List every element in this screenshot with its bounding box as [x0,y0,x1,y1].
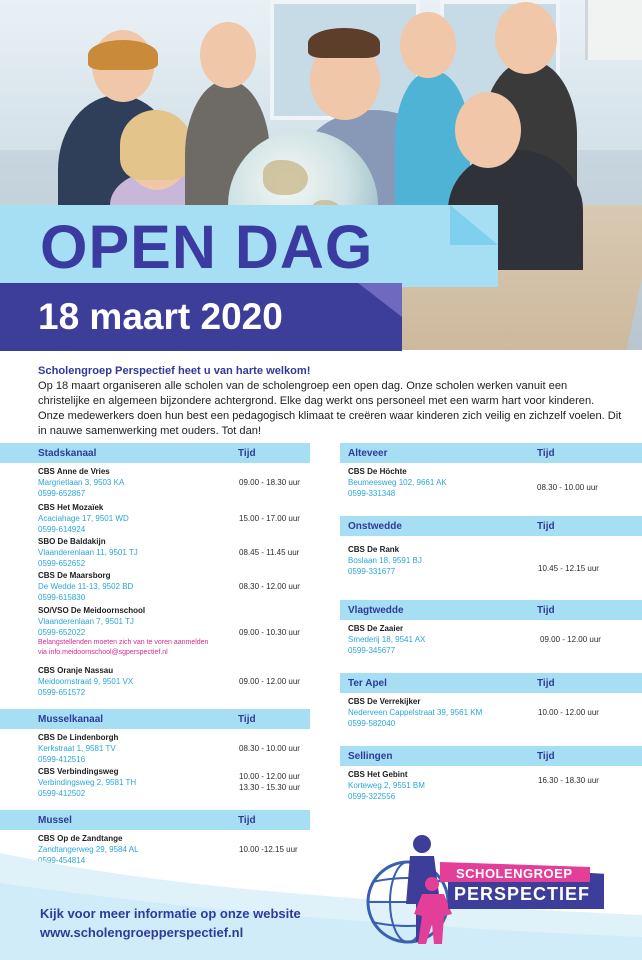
region-ter-apel [340,673,642,746]
school-entry: CBS De Höchte Beumeesweg 102, 9661 AK 0599-331348 08.30 - 10.00 uur [348,467,598,498]
region-header: Sellingen Tijd [340,746,642,766]
school-entry: CBS Het Gebint Korteweg 2, 9551 BM 0599-322556 16.30 - 18.30 uur [348,770,599,801]
event-date: 18 maart 2020 [38,296,283,337]
school-entry: CBS De Maarsborg De Wedde 11-13, 9502 BD 0599-615830 08.30 - 12.00 uur [38,571,300,602]
school-entry: CBS De Rank Boslaan 18, 9591 BJ 0599-331677 10.45 - 12.15 uur [348,545,599,576]
region-header: Onstwedde Tijd [340,516,642,536]
region-header: Musselkanaal Tijd [0,709,310,729]
region-header: Stadskanaal Tijd [0,443,310,463]
school-entry: CBS De Verrekijker Nederveen Cappelstraat 39, 9561 KM 0599-582040 10.00 - 12.00 uur [348,697,599,728]
school-entry: CBS De Zaaier Smederij 18, 9541 AX 0599-345677 09.00 - 12.00 uur [348,624,601,655]
region-header: Ter Apel Tijd [340,673,642,693]
region-header: Vlagtwedde Tijd [340,600,642,620]
footer-text [40,904,301,942]
page-title: OPEN DAG [40,213,374,281]
school-entry: CBS Anne de Vries Margrietlaan 3, 9503 KA 0599-652867 09.00 - 18.30 uur [38,467,300,498]
region-vlagtwedde [340,600,642,671]
intro-body: Op 18 maart organiseren alle scholen van de scholengroep een open dag. Onze scholen werken vanuit een christelijke en algemeen bijzondere achtergrond. Elke dag werkt ons personeel met een warm hart voor kinderen. Onze medewerkers doen hun best een pedagogisch klimaat te creëren waar kinderen zich veilig en zichzelf voelen. Dit in nauwe samenwerking met ouders. Tot dan! [38,380,622,437]
school-entry: CBS Verbindingsweg Verbindingsweg 2, 9581 TH 0599-412502 10.00 - 12.00 uur 13.30 - 15.30 uur [38,767,300,798]
region-alteveer [340,443,642,516]
school-entry: CBS Het Mozaïek Acaciahage 17, 9501 WD 0599-614924 15.00 - 17.00 uur [38,503,300,534]
region-sellingen [340,746,642,809]
registration-email[interactable]: via info.meidoornschool@sgperspectief.nl [38,649,168,656]
left-column [0,443,310,867]
region-musselkanaal [0,709,310,810]
school-entry: SBO De Baldakijn Vlaanderenlaan 11, 9501 TJ 0599-652652 08.45 - 11.45 uur [38,537,300,568]
region-header: Mussel Tijd [0,810,310,830]
registration-note: Belangstellenden moeten zich van te voren aanmelden [38,639,209,646]
website-link[interactable]: www.scholengroepperspectief.nl [40,925,244,940]
right-column [340,443,642,809]
logo-line-1: SCHOLENGROEP [456,866,573,881]
intro-text [38,364,622,439]
school-entry: CBS De Lindenborgh Kerkstraat 1, 9581 TV 0599-412516 08.30 - 10.00 uur [38,733,300,764]
scholengroep-logo [360,832,620,952]
logo-line-2: PERSPECTIEF [454,884,591,904]
footer-info: Kijk voor meer informatie op onze website [40,906,301,921]
school-entry: SO/VSO De Meidoornschool Vlaanderenlaan 7, 9501 TJ 0599-652022 Belangstellenden moeten zich van te voren aanmelden via info.meidoornschool@sgperspectief.nl 09.00 - 10.30 uur [38,605,348,665]
school-entry: CBS Oranje Nassau Meidoornstraat 9, 9501 VX 0599-651572 09.00 - 12.00 uur [38,666,300,697]
school-entry: CBS Op de Zandtange Zandtangerweg 29, 9584 AL 0599-454814 10.00 -12.15 uur [38,834,298,865]
region-header: Alteveer Tijd [340,443,642,463]
region-onstwedde [340,516,642,600]
region-stadskanaal [0,443,310,709]
intro-heading: Scholengroep Perspectief heet u van harte welkom! [38,365,311,377]
